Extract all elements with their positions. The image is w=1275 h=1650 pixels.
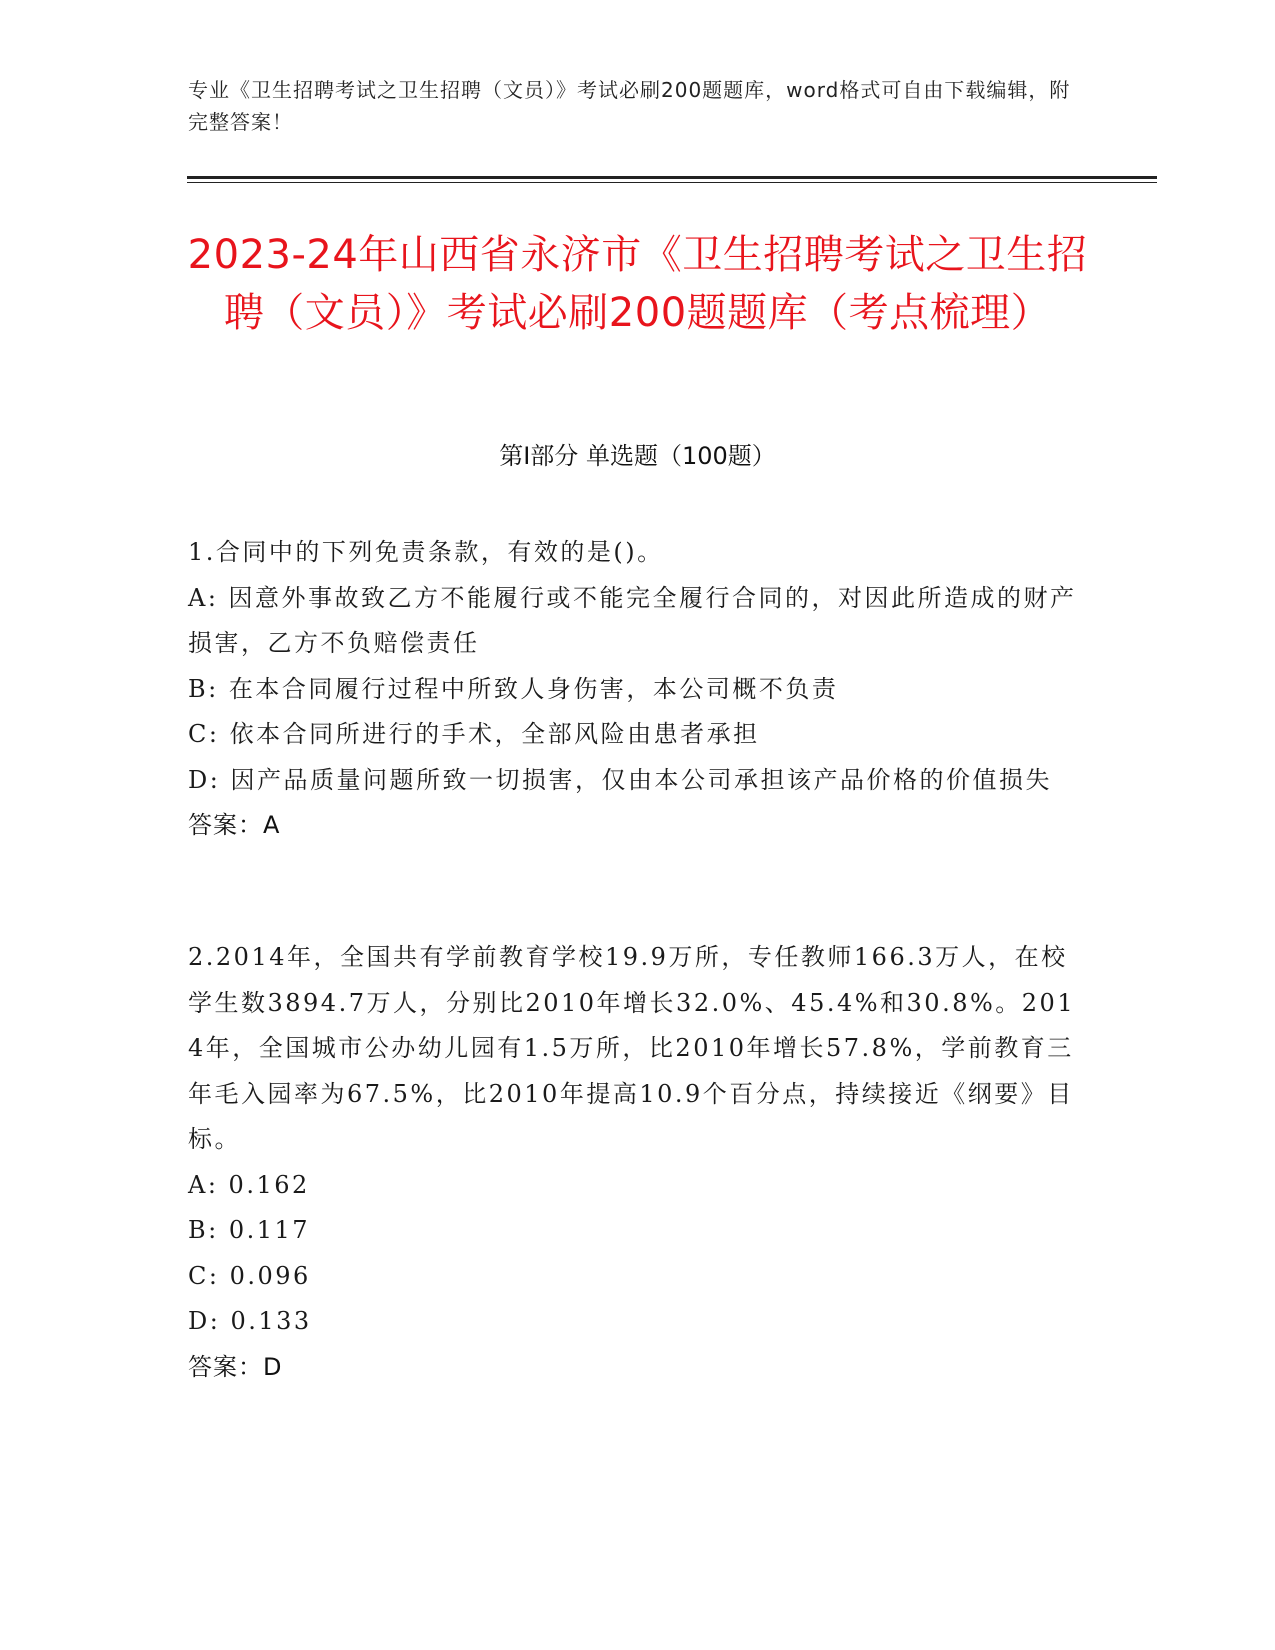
- document-title: 2023-24年山西省永济市《卫生招聘考试之卫生招聘（文员）》考试必刷200题题库（考点梳理）: [187, 232, 1088, 336]
- question-2: [188, 935, 1088, 1390]
- option-b: B: 在本合同履行过程中所致人身伤害，本公司概不负责: [188, 674, 839, 703]
- header-note: 专业《卫生招聘考试之卫生招聘（文员）》考试必刷200题题库，word格式可自由下载编辑，附完整答案！: [188, 78, 1071, 134]
- option-c: C: 依本合同所进行的手术，全部风险由患者承担: [188, 720, 760, 748]
- answer-label: 答案：A: [188, 811, 281, 839]
- answer-label: 答案：D: [188, 1352, 283, 1381]
- option-d: D: 因产品质量问题所致一切损害，仅由本公司承担该产品价格的价值损失: [188, 765, 1052, 794]
- option-a: A: 因意外事故致乙方不能履行或不能完全履行合同的，对因此所造成的财产损害，乙方不负赔偿责任: [188, 583, 1077, 657]
- header-divider-thick: [187, 176, 1157, 179]
- section-title: 第I部分 单选题（100题）: [499, 442, 776, 470]
- question-stem: 1.合同中的下列免责条款，有效的是()。: [188, 538, 664, 566]
- header-divider-thin: [187, 182, 1157, 183]
- question-1: [188, 530, 1088, 849]
- question-stem: 2.2014年，全国共有学前教育学校19.9万所，专任教师166.3万人，在校学生数3894.7万人，分别比2010年增长32.0%、45.4%和30.8%。2014年，全国城市公办幼儿园有1.5万所，比2010年增长57.8%，学前教育三年毛入园率为67.5%，比2010年提高10.9个百分点，持续接近《纲要》目标。: [188, 943, 1076, 1153]
- option-b: B: 0.117: [188, 1216, 311, 1244]
- option-c: C: 0.096: [188, 1261, 311, 1290]
- option-d: D: 0.133: [188, 1307, 312, 1335]
- option-a: A: 0.162: [188, 1170, 310, 1199]
